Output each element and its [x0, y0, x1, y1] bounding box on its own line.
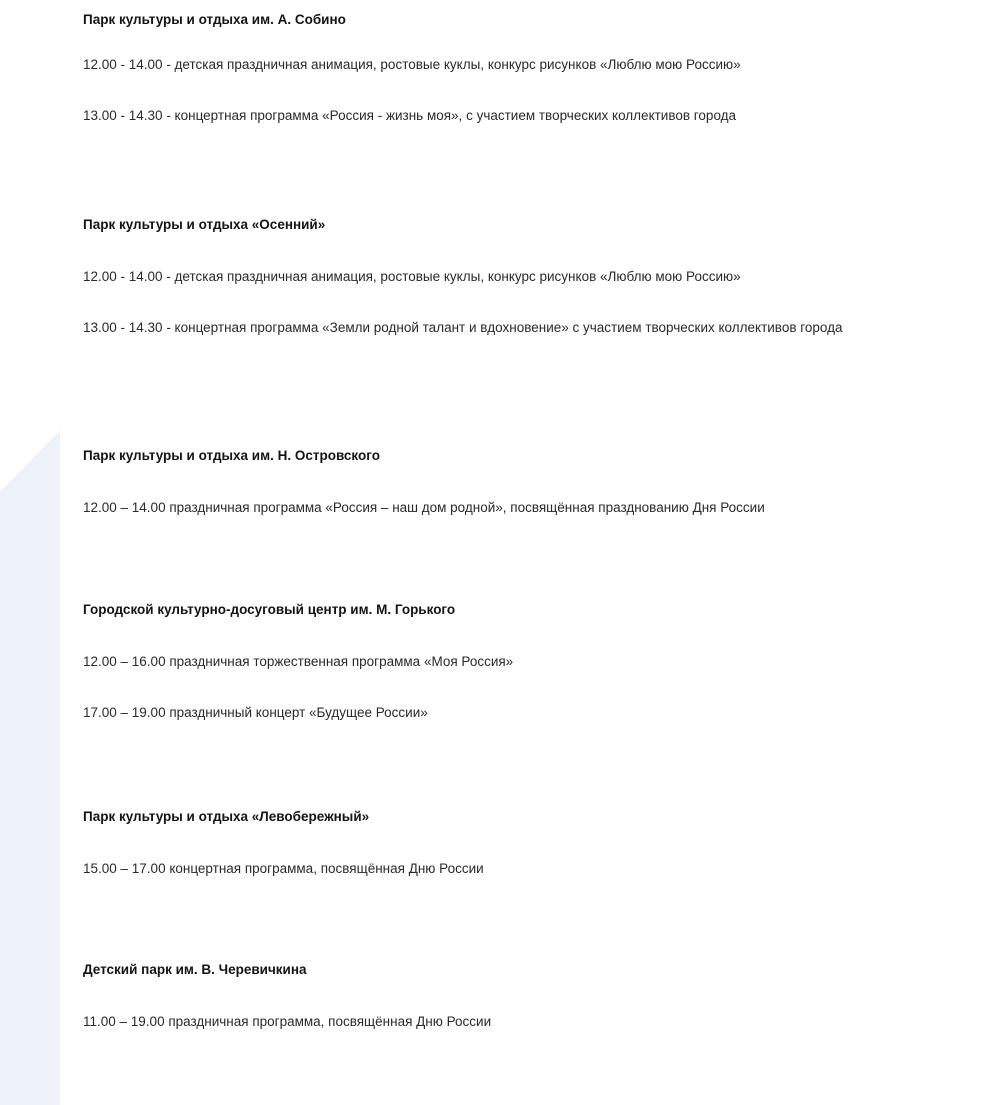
event-item: 12.00 – 16.00 праздничная торжественная программа «Моя Россия»: [83, 654, 514, 669]
venue-block-levoberezhny: [83, 807, 983, 882]
event-item: 15.00 – 17.00 концертная программа, посвящённая Дню России: [83, 861, 484, 876]
venue-block-cherevichkin: [83, 960, 983, 1035]
event-item: 17.00 – 19.00 праздничный концерт «Будущее России»: [83, 705, 428, 720]
event-item: 12.00 – 14.00 праздничная программа «Россия – наш дом родной», посвящённая празднованию Дня России: [83, 500, 765, 515]
venue-title: Парк культуры и отдыха «Осенний»: [83, 217, 326, 232]
event-item: 13.00 - 14.30 - концертная программа «Россия - жизнь моя», с участием творческих коллективов города: [83, 108, 737, 123]
event-item: 12.00 - 14.00 - детская праздничная анимация, ростовые куклы, конкурс рисунков «Люблю мою Россию»: [83, 57, 741, 72]
side-decor-panel: [0, 430, 60, 1105]
venue-title: Парк культуры и отдыха им. А. Собино: [83, 12, 346, 27]
venue-block-sobino: [83, 10, 983, 129]
venue-block-ostrovsky: [83, 446, 983, 521]
event-item: 11.00 – 19.00 праздничная программа, посвящённая Дню России: [83, 1014, 492, 1029]
venue-title: Городской культурно-досуговый центр им. М. Горького: [83, 602, 456, 617]
side-decor-wedge: [0, 430, 60, 492]
venue-title: Парк культуры и отдыха им. Н. Островского: [83, 448, 380, 463]
venue-title: Детский парк им. В. Черевичкина: [83, 962, 307, 977]
venue-title: Парк культуры и отдыха «Левобережный»: [83, 809, 370, 824]
event-item: 13.00 - 14.30 - концертная программа «Земли родной талант и вдохновение» с участием творческих коллективов города: [83, 320, 843, 335]
venue-block-gorky: [83, 600, 983, 726]
venue-block-osenniy: [83, 215, 983, 341]
event-item: 12.00 - 14.00 - детская праздничная анимация, ростовые куклы, конкурс рисунков «Люблю мою Россию»: [83, 269, 741, 284]
